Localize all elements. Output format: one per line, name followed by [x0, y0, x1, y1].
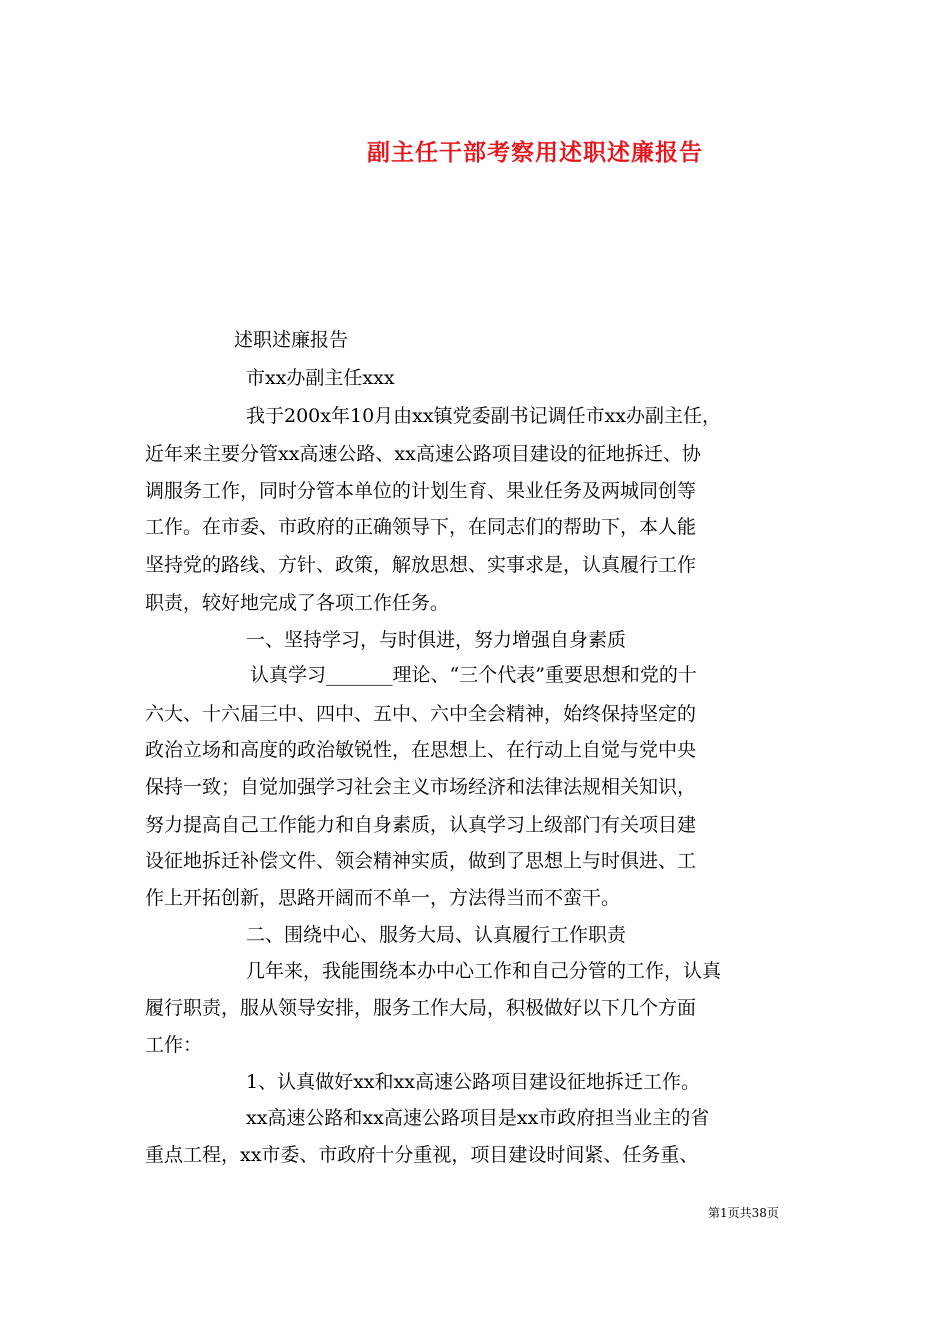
- paragraph-line: 职责，较好地完成了各项工作任务。: [145, 592, 450, 614]
- paragraph-line: xx高速公路和xx高速公路项目是xx市政府担当业主的省: [246, 1107, 710, 1129]
- paragraph-line: 工作。在市委、市政府的正确领导下，在同志们的帮助下，本人能: [145, 516, 697, 538]
- paragraph-line: 作上开拓创新，思路开阔而不单一，方法得当而不蛮干。: [145, 887, 621, 909]
- page-number: 第1页共38页: [708, 1206, 779, 1220]
- paragraph-line: 调服务工作，同时分管本单位的计划生育、果业任务及两城同创等: [145, 480, 697, 502]
- paragraph-line: 履行职责，服从领导安排，服务工作大局，积极做好以下几个方面: [145, 997, 697, 1019]
- subsection-heading-1: 1、认真做好xx和xx高速公路项目建设征地拆迁工作。: [246, 1071, 700, 1093]
- paragraph-line: 我于200x年10月由xx镇党委副书记调任市xx办副主任，: [246, 405, 722, 427]
- paragraph-line: 认真学习_______理论、“三个代表”重要思想和党的十: [250, 664, 697, 686]
- author-line: 市xx办副主任xxx: [246, 367, 395, 389]
- paragraph-line: 坚持党的路线、方针、政策，解放思想、实事求是，认真履行工作: [145, 554, 697, 576]
- paragraph-line: 近年来主要分管xx高速公路、xx高速公路项目建设的征地拆迁、协: [145, 443, 701, 465]
- paragraph-line: 工作：: [145, 1034, 203, 1056]
- paragraph-line: 六大、十六届三中、四中、五中、六中全会精神，始终保持坚定的: [145, 703, 697, 725]
- section-heading-2: 二、围绕中心、服务大局、认真履行工作职责: [246, 924, 627, 946]
- section-heading-1: 一、坚持学习，与时俱进，努力增强自身素质: [246, 629, 627, 651]
- document-title: 副主任干部考察用述职述廉报告: [367, 139, 703, 166]
- paragraph-line: 保持一致；自觉加强学习社会主义市场经济和法律法规相关知识，: [145, 776, 697, 798]
- report-heading: 述职述廉报告: [234, 329, 349, 351]
- paragraph-line: 重点工程，xx市委、市政府十分重视，项目建设时间紧、任务重、: [145, 1144, 699, 1166]
- paragraph-line: 几年来，我能围绕本办中心工作和自己分管的工作，认真: [246, 960, 722, 982]
- paragraph-line: 设征地拆迁补偿文件、领会精神实质，做到了思想上与时俱进、工: [145, 850, 697, 872]
- paragraph-line: 努力提高自己工作能力和自身素质，认真学习上级部门有关项目建: [145, 814, 697, 836]
- paragraph-line: 政治立场和高度的政治敏锐性，在思想上、在行动上自觉与党中央: [145, 739, 697, 761]
